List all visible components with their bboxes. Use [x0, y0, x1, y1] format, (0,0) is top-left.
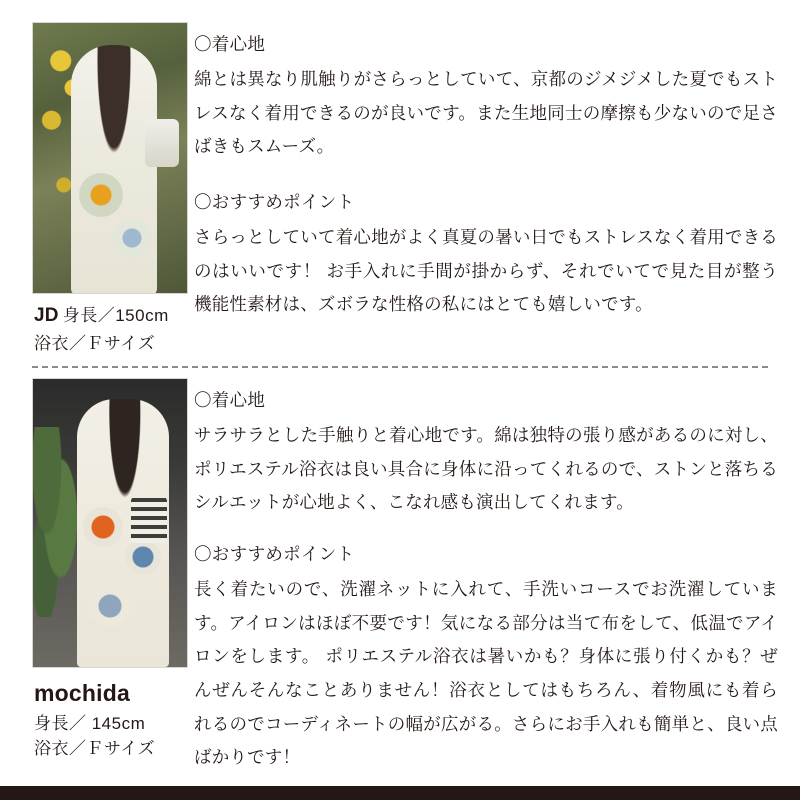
review-2-caption: [32, 668, 188, 762]
review-2-left-column: [0, 378, 194, 762]
section-body-recommend: 長く着たいので、洗濯ネットに入れて、手洗いコースでお洗濯しています。アイロンはほぼ不要です！気になる部分は当て布をして、低温でアイロンをします。 ポリエステル浴衣は暑いかも？身体に張り付くかも？ぜんぜんそんなことありません！浴衣としてはもちろん、着物風にも着られるのでコーディネートの幅が広がる。さらにお手入れも簡単と、良い点ばかりです！: [194, 579, 778, 768]
reviewer-height: 身長／150cm: [62, 306, 169, 325]
reviewer-item: 浴衣／Ｆサイズ: [34, 739, 156, 758]
reviewer-item: 浴衣／Ｆサイズ: [34, 333, 156, 353]
bottom-bar: [0, 786, 800, 800]
section-body-comfort: サラサラとした手触りと着心地です。綿は独特の張り感があるのに対し、ポリエステル浴衣は良い具合に身体に沿ってくれるので、ストンと落ちるシルエットが心地よく、こなれ感も演出してくれます。: [194, 425, 778, 513]
review-block-1: [0, 0, 800, 356]
photo-plant: [33, 427, 79, 617]
photo-flower-accent: [79, 173, 123, 217]
photo-flower-accent: [113, 219, 151, 257]
review-1-left-column: [0, 22, 194, 356]
section-heading-comfort: 〇着心地: [194, 34, 266, 54]
section-body-comfort: 綿とは異なり肌触りがさらっとしていて、京都のジメジメした夏でもストレスなく着用できるのが良いです。また生地同士の摩擦も少ないので足さばきもスムーズ。: [194, 69, 778, 157]
photo-flower-accent: [125, 539, 161, 575]
review-2-text-column: [194, 378, 800, 775]
yukata-model-photo-1: [32, 22, 188, 294]
review-block-2: [0, 368, 800, 775]
reviewer-name: mochida: [34, 680, 130, 706]
section-body-recommend: さらっとしていて着心地がよく真夏の暑い日でもストレスなく着用できるのはいいです！ お手入れに手間が掛からず、それでいてで見た目が整う機能性素材は、ズボラな性格の私にはとても嬉しいです。: [194, 227, 778, 315]
review-1-text-column: [194, 22, 800, 322]
photo-flower-accent: [89, 585, 131, 627]
reviewer-height: 身長／ 145cm: [34, 713, 146, 733]
review-1-caption: [32, 294, 188, 356]
reviewer-name: JD: [34, 305, 59, 326]
section-heading-recommend: 〇おすすめポイント: [194, 544, 355, 565]
photo-flower-accent: [83, 507, 123, 547]
photo-bag: [145, 119, 179, 167]
photo-bag: [131, 497, 167, 543]
photo-figure: [71, 45, 157, 294]
yukata-model-photo-2: [32, 378, 188, 668]
section-heading-comfort: 〇着心地: [194, 390, 266, 410]
section-heading-recommend: 〇おすすめポイント: [194, 192, 355, 213]
